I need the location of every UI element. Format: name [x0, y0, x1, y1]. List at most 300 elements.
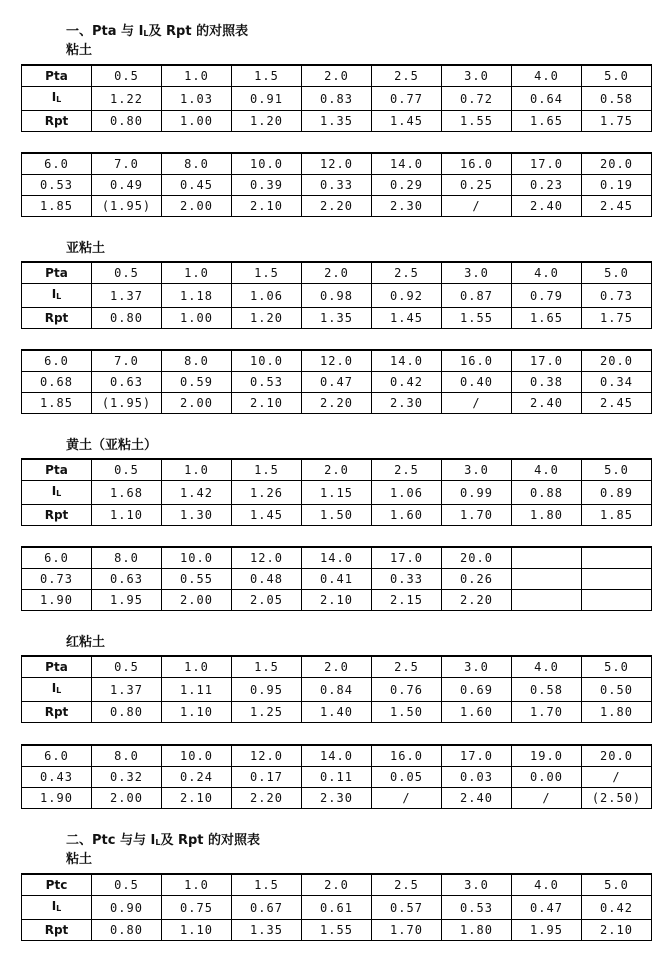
il-text: I — [51, 899, 57, 913]
table-cell: 1.75 — [582, 308, 652, 329]
table-row — [22, 111, 652, 132]
row-label-il — [22, 678, 92, 702]
table-cell: 1.55 — [442, 308, 512, 329]
table-row — [22, 896, 652, 920]
table-cell: 5.0 — [582, 65, 652, 87]
table-cell: 2.05 — [232, 590, 302, 611]
table-cell: 8.0 — [92, 547, 162, 569]
table-cell: 0.69 — [442, 678, 512, 702]
table-cell: 2.40 — [512, 196, 582, 217]
table-cell — [582, 547, 652, 569]
table-cell: 0.98 — [302, 284, 372, 308]
table-cell: 1.35 — [302, 308, 372, 329]
row-label-pta: Pta — [22, 459, 92, 481]
table-cell: 6.0 — [22, 745, 92, 767]
table-row — [22, 350, 652, 372]
table-cell: 0.48 — [232, 569, 302, 590]
table-cell: 1.5 — [232, 874, 302, 896]
table-cell: 6.0 — [22, 350, 92, 372]
table-cell: 0.47 — [302, 372, 372, 393]
table-cell: 1.30 — [162, 505, 232, 526]
table-cell: 2.0 — [302, 65, 372, 87]
table-cell: 4.0 — [512, 656, 582, 678]
table-cell: 10.0 — [232, 350, 302, 372]
table-cell — [582, 569, 652, 590]
table-cell: 0.5 — [92, 656, 162, 678]
table-cell: 0.5 — [92, 65, 162, 87]
table-cell: 1.80 — [582, 702, 652, 723]
il-sub: L — [56, 489, 62, 498]
row-label-il — [22, 284, 92, 308]
table-cell: 20.0 — [442, 547, 512, 569]
table-cell: 16.0 — [442, 350, 512, 372]
row-label-pta: Pta — [22, 656, 92, 678]
table-cell: 2.40 — [512, 393, 582, 414]
table-cell: 1.5 — [232, 656, 302, 678]
table-cell: 0.29 — [372, 175, 442, 196]
table-cell: 0.17 — [232, 767, 302, 788]
table-cell: 3.0 — [442, 656, 512, 678]
table-cell: 10.0 — [162, 547, 232, 569]
group-name-clay: 粘土 — [66, 43, 93, 58]
table-cell: 0.42 — [372, 372, 442, 393]
table-cell: 8.0 — [162, 153, 232, 175]
table-cell: 0.55 — [162, 569, 232, 590]
table-cell: (1.95) — [92, 393, 162, 414]
table-cell: 1.20 — [232, 111, 302, 132]
table-cell: 0.40 — [442, 372, 512, 393]
table-cell: 0.80 — [92, 702, 162, 723]
table-cell: 1.60 — [372, 505, 442, 526]
table-cell: 0.80 — [92, 920, 162, 941]
table-cell: 2.5 — [372, 459, 442, 481]
table-cell: 1.35 — [232, 920, 302, 941]
table-cell: 0.63 — [92, 569, 162, 590]
table-cell: 2.0 — [302, 459, 372, 481]
table-cell: 2.30 — [372, 196, 442, 217]
table-row — [22, 505, 652, 526]
table-cell: 20.0 — [582, 153, 652, 175]
table-cell: 2.20 — [302, 196, 372, 217]
table-loess-b — [21, 546, 652, 611]
table-cell: 0.39 — [232, 175, 302, 196]
table-cell: 16.0 — [442, 153, 512, 175]
row-label-rpt: Rpt — [22, 702, 92, 723]
table-cell: 1.45 — [372, 308, 442, 329]
table-cell: 1.00 — [162, 308, 232, 329]
table-cell: 0.05 — [372, 767, 442, 788]
table-cell: 0.53 — [442, 896, 512, 920]
table-cell: 0.89 — [582, 481, 652, 505]
table-cell: 1.10 — [162, 920, 232, 941]
table-cell: 1.06 — [372, 481, 442, 505]
table-cell: 0.25 — [442, 175, 512, 196]
table-cell: / — [512, 788, 582, 809]
table-cell: 0.61 — [302, 896, 372, 920]
table-cell: 14.0 — [372, 153, 442, 175]
row-label-rpt: Rpt — [22, 505, 92, 526]
table-silty-clay-a — [21, 261, 652, 329]
section1-title-text: 一、Pta 与 I — [66, 24, 144, 39]
row-label-rpt: Rpt — [22, 308, 92, 329]
table-cell: 1.80 — [512, 505, 582, 526]
table-row — [22, 702, 652, 723]
table-cell: 2.0 — [302, 262, 372, 284]
section1-title-tail: 及 Rpt 的对照表 — [148, 24, 249, 39]
table-cell: 0.67 — [232, 896, 302, 920]
table-cell: 0.5 — [92, 262, 162, 284]
table-cell: 1.10 — [162, 702, 232, 723]
table-cell: 2.20 — [442, 590, 512, 611]
table-cell: 4.0 — [512, 65, 582, 87]
table-cell: 0.32 — [92, 767, 162, 788]
table-cell: 1.95 — [92, 590, 162, 611]
table-cell: 0.68 — [22, 372, 92, 393]
table-cell: 1.06 — [232, 284, 302, 308]
table-cell: 5.0 — [582, 459, 652, 481]
table-cell: 1.85 — [22, 393, 92, 414]
table-cell: 0.19 — [582, 175, 652, 196]
table-cell — [512, 569, 582, 590]
row-label-rpt: Rpt — [22, 111, 92, 132]
table-cell: 12.0 — [232, 745, 302, 767]
table-row — [22, 459, 652, 481]
table-cell: 1.37 — [92, 678, 162, 702]
table-cell: 3.0 — [442, 874, 512, 896]
section2-title — [66, 833, 260, 851]
table-cell: 17.0 — [512, 153, 582, 175]
table-cell: 0.92 — [372, 284, 442, 308]
table-cell: 1.45 — [372, 111, 442, 132]
row-label-rpt: Rpt — [22, 920, 92, 941]
table-cell: 1.65 — [512, 111, 582, 132]
table-cell: 0.58 — [512, 678, 582, 702]
table-row — [22, 175, 652, 196]
table-cell: 0.59 — [162, 372, 232, 393]
table-cell: 10.0 — [232, 153, 302, 175]
table-cell: (2.50) — [582, 788, 652, 809]
table-cell: 2.15 — [372, 590, 442, 611]
table-cell: 10.0 — [162, 745, 232, 767]
table-cell: 0.90 — [92, 896, 162, 920]
section1-title — [66, 24, 248, 42]
il-text: I — [51, 681, 57, 695]
table-cell: 2.10 — [302, 590, 372, 611]
row-label-pta: Pta — [22, 65, 92, 87]
il-text: I — [51, 287, 57, 301]
group-name-loess: 黄土（亚粘土） — [66, 438, 158, 453]
table-cell: 1.70 — [372, 920, 442, 941]
table-cell: 0.63 — [92, 372, 162, 393]
table-cell: 1.0 — [162, 874, 232, 896]
table-cell: 0.53 — [232, 372, 302, 393]
il-text: I — [51, 484, 57, 498]
group-name-red-clay: 红粘土 — [66, 635, 106, 650]
table-cell: 1.00 — [162, 111, 232, 132]
table-cell: 0.91 — [232, 87, 302, 111]
row-label-il — [22, 87, 92, 111]
table-cell: 2.10 — [582, 920, 652, 941]
table-cell: 2.00 — [162, 393, 232, 414]
table-row — [22, 874, 652, 896]
table-cell: 0.5 — [92, 874, 162, 896]
table-cell: 1.90 — [22, 590, 92, 611]
table-cell: 0.77 — [372, 87, 442, 111]
table-red-clay-a — [21, 655, 652, 723]
table-cell: 3.0 — [442, 65, 512, 87]
row-label-pta: Pta — [22, 262, 92, 284]
table-cell: 14.0 — [372, 350, 442, 372]
table-cell: 0.41 — [302, 569, 372, 590]
table-cell: 4.0 — [512, 459, 582, 481]
table-cell: 12.0 — [302, 350, 372, 372]
table-cell: 0.33 — [372, 569, 442, 590]
table-cell: 1.42 — [162, 481, 232, 505]
table-cell: 1.0 — [162, 656, 232, 678]
table-cell: 1.50 — [302, 505, 372, 526]
table-cell: 2.10 — [162, 788, 232, 809]
table-cell: 1.75 — [582, 111, 652, 132]
table-cell: 2.5 — [372, 874, 442, 896]
table-cell: 0.5 — [92, 459, 162, 481]
table-cell: 16.0 — [372, 745, 442, 767]
section2-title-sub: L — [155, 838, 161, 847]
table-cell: 3.0 — [442, 262, 512, 284]
table-row — [22, 767, 652, 788]
table-row — [22, 262, 652, 284]
table-cell: 0.75 — [162, 896, 232, 920]
table-cell: 1.25 — [232, 702, 302, 723]
table-cell: 2.20 — [302, 393, 372, 414]
table-cell: 0.76 — [372, 678, 442, 702]
table-cell: 1.60 — [442, 702, 512, 723]
table-cell: 0.80 — [92, 308, 162, 329]
table-cell: 1.5 — [232, 65, 302, 87]
table-cell — [582, 590, 652, 611]
table-cell: 1.0 — [162, 262, 232, 284]
table-cell: 1.26 — [232, 481, 302, 505]
table-cell: / — [442, 196, 512, 217]
table-cell: 1.37 — [92, 284, 162, 308]
table-clay-b — [21, 152, 652, 217]
table-row — [22, 308, 652, 329]
table-row — [22, 569, 652, 590]
table-cell: 0.49 — [92, 175, 162, 196]
table-cell: 17.0 — [512, 350, 582, 372]
table-row — [22, 393, 652, 414]
table-cell: 2.5 — [372, 65, 442, 87]
table-row — [22, 788, 652, 809]
table-cell: 0.42 — [582, 896, 652, 920]
table-cell: 1.11 — [162, 678, 232, 702]
table-cell: 0.58 — [582, 87, 652, 111]
table-cell: 1.70 — [512, 702, 582, 723]
table-cell: 2.45 — [582, 393, 652, 414]
table-cell: 1.0 — [162, 65, 232, 87]
table-row — [22, 65, 652, 87]
table-cell: 2.00 — [92, 788, 162, 809]
table-row — [22, 656, 652, 678]
table-cell: 6.0 — [22, 547, 92, 569]
table-cell: 20.0 — [582, 350, 652, 372]
table-cell: 14.0 — [302, 745, 372, 767]
section2-title-tail: 及 Rpt 的对照表 — [160, 833, 261, 848]
table-row — [22, 153, 652, 175]
table-cell: 1.22 — [92, 87, 162, 111]
table-cell: 8.0 — [92, 745, 162, 767]
table-cell: 2.00 — [162, 196, 232, 217]
table-cell: 19.0 — [512, 745, 582, 767]
table-cell: / — [442, 393, 512, 414]
il-sub: L — [56, 686, 62, 695]
table-cell: 2.40 — [442, 788, 512, 809]
table-cell: 2.30 — [372, 393, 442, 414]
section2-group-name-clay: 粘土 — [66, 852, 93, 867]
table-cell: 0.99 — [442, 481, 512, 505]
table-cell: 0.23 — [512, 175, 582, 196]
table-cell: 2.10 — [232, 196, 302, 217]
table-cell: 1.03 — [162, 87, 232, 111]
table-cell: 1.50 — [372, 702, 442, 723]
table-cell: 4.0 — [512, 874, 582, 896]
table-cell: 2.5 — [372, 656, 442, 678]
table-cell: 3.0 — [442, 459, 512, 481]
table-cell: 2.45 — [582, 196, 652, 217]
group-name-silty-clay: 亚粘土 — [66, 241, 106, 256]
table-cell: 0.80 — [92, 111, 162, 132]
table-cell — [512, 590, 582, 611]
table-cell: 1.85 — [22, 196, 92, 217]
table-cell: 0.11 — [302, 767, 372, 788]
table-cell: 0.03 — [442, 767, 512, 788]
table-cell: 1.80 — [442, 920, 512, 941]
table-cell: 1.0 — [162, 459, 232, 481]
section1-title-sub: L — [143, 29, 149, 38]
table-cell: 0.84 — [302, 678, 372, 702]
table-cell: 0.38 — [512, 372, 582, 393]
table-cell: 0.00 — [512, 767, 582, 788]
table-cell: 0.88 — [512, 481, 582, 505]
table-cell: 7.0 — [92, 153, 162, 175]
table-cell: 1.5 — [232, 459, 302, 481]
table-cell: 1.55 — [302, 920, 372, 941]
table-cell: 5.0 — [582, 656, 652, 678]
table-cell: / — [582, 767, 652, 788]
table-cell: 14.0 — [302, 547, 372, 569]
table-cell: 4.0 — [512, 262, 582, 284]
table-cell: 5.0 — [582, 874, 652, 896]
table-cell: / — [372, 788, 442, 809]
table-cell: 0.83 — [302, 87, 372, 111]
table-cell: 7.0 — [92, 350, 162, 372]
table-cell: 0.47 — [512, 896, 582, 920]
table-cell: 5.0 — [582, 262, 652, 284]
table-cell: 2.0 — [302, 874, 372, 896]
table-cell: 0.33 — [302, 175, 372, 196]
table-cell: 1.95 — [512, 920, 582, 941]
table-cell: 1.40 — [302, 702, 372, 723]
table-cell: 1.85 — [582, 505, 652, 526]
table-row — [22, 745, 652, 767]
table-cell: 0.26 — [442, 569, 512, 590]
table-row — [22, 590, 652, 611]
table-row — [22, 196, 652, 217]
table-cell: 1.15 — [302, 481, 372, 505]
table-cell: 17.0 — [372, 547, 442, 569]
table-clay-a — [21, 64, 652, 132]
table-row — [22, 87, 652, 111]
table-cell: 12.0 — [232, 547, 302, 569]
table-cell: 0.53 — [22, 175, 92, 196]
table-cell: 6.0 — [22, 153, 92, 175]
table-cell — [512, 547, 582, 569]
table-row — [22, 372, 652, 393]
table-cell: 0.87 — [442, 284, 512, 308]
table-row — [22, 678, 652, 702]
table-cell: 2.0 — [302, 656, 372, 678]
table-loess-a — [21, 458, 652, 526]
table-ptc-clay — [21, 873, 652, 941]
table-cell: 1.35 — [302, 111, 372, 132]
table-cell: 17.0 — [442, 745, 512, 767]
table-cell: 0.73 — [22, 569, 92, 590]
table-cell: 0.64 — [512, 87, 582, 111]
section2-title-text: 二、Ptc 与与 I — [66, 833, 156, 848]
table-cell: 0.72 — [442, 87, 512, 111]
table-row — [22, 284, 652, 308]
table-cell: 0.43 — [22, 767, 92, 788]
table-cell: 12.0 — [302, 153, 372, 175]
table-row — [22, 547, 652, 569]
table-cell: 2.10 — [232, 393, 302, 414]
table-cell: 0.73 — [582, 284, 652, 308]
table-cell: 0.34 — [582, 372, 652, 393]
table-cell: 0.24 — [162, 767, 232, 788]
il-sub: L — [56, 292, 62, 301]
table-cell: 20.0 — [582, 745, 652, 767]
table-cell: 1.68 — [92, 481, 162, 505]
table-cell: 1.55 — [442, 111, 512, 132]
table-silty-clay-b — [21, 349, 652, 414]
table-row — [22, 920, 652, 941]
table-cell: 2.30 — [302, 788, 372, 809]
row-label-il — [22, 481, 92, 505]
il-sub: L — [56, 904, 62, 913]
table-cell: 1.5 — [232, 262, 302, 284]
il-text: I — [51, 90, 57, 104]
table-cell: 2.20 — [232, 788, 302, 809]
table-cell: 1.65 — [512, 308, 582, 329]
table-cell: 1.70 — [442, 505, 512, 526]
table-cell: 2.00 — [162, 590, 232, 611]
table-cell: 0.79 — [512, 284, 582, 308]
table-cell: 1.10 — [92, 505, 162, 526]
table-cell: (1.95) — [92, 196, 162, 217]
table-row — [22, 481, 652, 505]
row-label-ptc: Ptc — [22, 874, 92, 896]
table-cell: 1.90 — [22, 788, 92, 809]
table-cell: 0.57 — [372, 896, 442, 920]
il-sub: L — [56, 95, 62, 104]
table-cell: 0.50 — [582, 678, 652, 702]
table-cell: 1.18 — [162, 284, 232, 308]
row-label-il — [22, 896, 92, 920]
table-cell: 0.95 — [232, 678, 302, 702]
table-cell: 0.45 — [162, 175, 232, 196]
table-cell: 2.5 — [372, 262, 442, 284]
table-cell: 1.20 — [232, 308, 302, 329]
table-red-clay-b — [21, 744, 652, 809]
